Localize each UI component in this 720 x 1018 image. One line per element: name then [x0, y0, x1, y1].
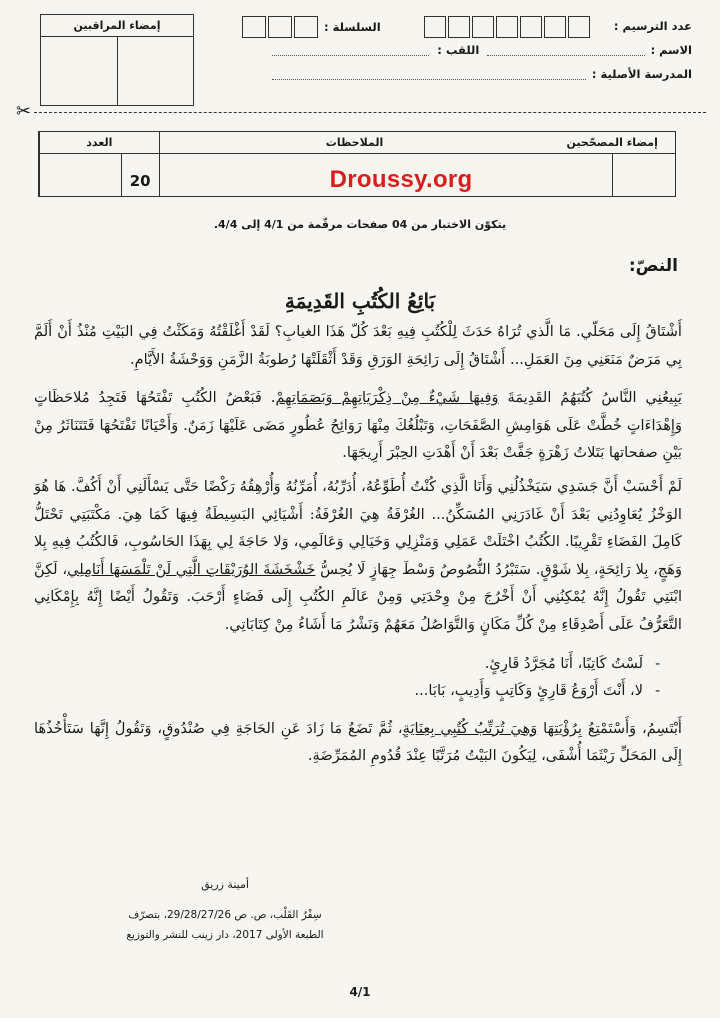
school-label: المدرسة الأصلية :: [591, 67, 692, 81]
supervisor-signature-label: إمضاء المراقبين: [41, 15, 193, 37]
exam-intro: يتكوّن الاختبار من 04 صفحات مرقّمة من 4/1 إلى 4/4.: [213, 218, 507, 231]
registration-digit-box[interactable]: [448, 16, 470, 38]
edition-reference: الطبعة الأولى 2017، دار زينب للنشر والتوزيع: [126, 929, 324, 941]
registration-digit-box[interactable]: [568, 16, 590, 38]
name-label: الاسم :: [650, 43, 692, 57]
page-number: 4/1: [349, 985, 371, 999]
underlined-phrase: وَهِيَ تُرَتِّبُ كُتُبِي بِعِنَايَةٍ: [402, 719, 538, 737]
dialog-text: لَسْتُ كَاتِبًا، أَنَا مُجَرَّدُ قَارِئٍ.: [484, 654, 644, 672]
school-row: [272, 62, 692, 86]
paragraph-2: [34, 384, 682, 467]
registration-label: عدد الترسيم :: [613, 19, 692, 33]
correctors-header: إمضاء المصحّحين: [549, 132, 675, 154]
paragraph-4: [34, 715, 682, 770]
grading-table: [38, 131, 676, 197]
surname-field[interactable]: [272, 44, 429, 56]
name-row: [272, 38, 692, 62]
registration-digit-box[interactable]: [472, 16, 494, 38]
scissors-icon: ✂: [16, 101, 32, 122]
dialog: [34, 650, 660, 705]
dialog-line: - لَسْتُ كَاتِبًا، أَنَا مُجَرَّدُ قَارِئٍ.: [34, 650, 660, 678]
series-block: [240, 16, 381, 38]
paragraph-3: [34, 473, 682, 639]
registration-digit-box[interactable]: [424, 16, 446, 38]
paragraph-3-part: لَمْ أَحْسَبْ أَنَّ جَسَدِي سَيَخْذُلُنِي وَأَنَا الَّذِي كُنْتُ أُطَوِّعُهُ، أُدَرِّبُهُ، أُمَرِّنُهُ وَأُرْهِقُهُ رَكْضًا حَتَّى يَسْأَلَنِي أَنْ أَكُفَّ. هَا هُوَ الوَخْزُ يُعَاوِدُنِي بَعْدَ أَنْ غَادَرَنِي المُسَكِّنُ... الغُرْفَةُ هِيَ الغُرْفَةُ: أَشْيَائِي البَسِيطَةُ فِيهَا كَمَا هِيَ. مَكْتَبَتِي تَحْتَلُّ كَامِلَ الفَضَاءِ تَقْرِيبًا. الكُتُبُ اخْتَلَتْ عَمَلِي وَمَنْزِلِي وَخَيَالِي وَعَالَمِي، وَلا حَاجَةَ لِي بِهَذَا الحَاسُوبِ، فَالكُتُبُ فِيهِ بِلا وَهَجٍ، بِلا رَائِحَةٍ، بِلا شَوْقٍ. سَتَبْرُدُ النُّصُوصُ وَسْطَ جِهَازٍ لَا يُحِسُّ: [34, 477, 682, 578]
registration-digit-box[interactable]: [496, 16, 518, 38]
paragraph-1: أَشْتَاقُ إِلَى مَحَلّي. مَا الَّذي تُرَاهُ حَدَثَ لِلْكُتُبِ فِيهِ بَعْدَ كُلّ هَذَا الغيابِ؟ لَقَدْ أَغْلَقْتُهُ وَمَكَثْتُ فِي البَيْتِ مُنْذُ أَنْ أَلَمَّ بِي مَرَضٌ مَنَعَنِي مِنَ العَمَلِ... أَشْتَاقُ إِلَى رَائِحَةِ الوَرَقِ وَقَدْ أَثْقَلَتْهَا رُطوبَةُ الزَّمَنِ وَوَحْشَةُ الأَيَّامِ.: [34, 323, 682, 368]
name-field[interactable]: [487, 44, 644, 56]
score-column: [39, 132, 159, 196]
series-digit-box[interactable]: [242, 16, 266, 38]
series-label: السلسلة :: [324, 20, 381, 34]
notes-header: الملاحظات: [160, 132, 550, 154]
dialog-line: - لا، أَنْتَ أَرْوَعُ قَارِئٍ وَكَاتِبٍ وَأَدِيبٍ، بَابَا...: [34, 677, 660, 705]
series-digit-box[interactable]: [268, 16, 292, 38]
underlined-phrase: خَشْخَشَةَ الوُرَيْقَاتِ الَّتِي لَنْ تَلْمَسَهَا أَنَامِلِي: [67, 560, 316, 578]
section-label: النصّ:: [628, 256, 678, 276]
correctors-column: [549, 132, 675, 196]
supervisor-signature-cell[interactable]: [118, 37, 194, 105]
underlined-phrase: وَفِيهَا شَيْءٌ مِنْ ذِكْرَيَاتِهِمْ وَبَصَمَاتِهِمْ: [275, 389, 499, 407]
score-header: العدد: [40, 132, 159, 154]
dialog-text: لا، أَنْتَ أَرْوَعُ قَارِئٍ وَكَاتِبٍ وَأَدِيبٍ، بَابَا...: [414, 682, 644, 700]
school-field[interactable]: [272, 68, 586, 80]
corrector-signature-cell[interactable]: [613, 154, 675, 196]
surname-label: اللقب :: [437, 43, 480, 57]
paragraph-2-part: يَبِيعُنِي النَّاسُ كُتُبَهُمُ القَدِيمَةَ: [498, 389, 682, 407]
site-watermark: Droussy.org: [329, 166, 473, 193]
registration-boxes: [422, 16, 590, 38]
supervisor-signature-box: [40, 14, 194, 106]
corrector-signature-cell[interactable]: [549, 154, 612, 196]
paragraph-3-part: ، لَكِنَّ ابْنَتِي تَقُولُ إِنَّهُ يُمْكِنُنِي أَنْ أَخْرُجَ مِنْ وِحْدَتِي وَمِنْ عَالَمِ الكُتُبِ إِلَى فَضَاءٍ أَرْحَبَ. وَتَقُولُ أَيْضًا إِنَّهُ بِإِمْكَانِي التَّعَرُّفُ عَلَى أَصْدِقَاءِ مِنْ كُلِّ مَكَانٍ وَالتَّوَاصُلُ مَعَهُمْ وَنَشْرُ مَا أَشَاءُ مِنْ كِتَابَاتِي.: [34, 560, 682, 633]
series-digit-box[interactable]: [294, 16, 318, 38]
notes-column: [159, 132, 550, 196]
registration-digit-box[interactable]: [544, 16, 566, 38]
paragraph-2-part: . فَبَعْضُ الكُتُبِ تَفْتَحُهَا فَتَجِدُ مُلاحَظَاتٍ وَإِهْدَاءَاتٍ خُطَّتْ عَلَى هَوَامِشِ الصَّفَحَاتِ، وَتَبْلُغُكَ مِنْهَا رَوَائِحُ عُطُورٍ مَضَى عَلَيْهَا زَمَنٌ. وَأَحْيَانًا تَفْتَحُهَا فَتَتَنَاثَرُ مِنْ بَيْنِ صفحاتها بَتَلاتُ زَهْرَةٍ جَفَّتْ بَعْدَ أَنْ أَهْدَتِ الحِبْرَ أَرِيجَهَا.: [34, 389, 682, 462]
text-title: بَائِعُ الكُتُبِ القَدِيمَةِ: [284, 289, 436, 313]
paragraph-4-part: أَبْتَسِمُ، وَأَسْتَمْتِعُ بِرُؤْيَتِهَا: [537, 719, 682, 737]
source-citation: [110, 875, 340, 945]
reading-text: [34, 318, 682, 781]
supervisor-signature-cell[interactable]: [41, 37, 118, 105]
book-reference: سِفْرُ القَلْب، ص. ص 29/28/27/26، بتصرّف: [128, 909, 322, 921]
registration-digit-box[interactable]: [520, 16, 542, 38]
author-name: أمينة زريق: [201, 878, 249, 891]
paragraph-4-part: ، ثُمَّ تَضَعُ مَا زَادَ عَنِ الحَاجَةِ فِي صُنْدُوقٍ، وَتَقُولُ إِنَّهَا سَتَأْخُذُهَا إِلَى المَحَلِّ رَيْثَمَا أُشْفَى، لِيَكُونَ البَيْتُ مُرَتَّبًا عِنْدَ قُدُومِ المُمَرِّضَةِ.: [34, 719, 682, 765]
cut-line: [14, 112, 706, 113]
series-boxes: [240, 16, 318, 38]
score-max: 20: [129, 172, 151, 190]
